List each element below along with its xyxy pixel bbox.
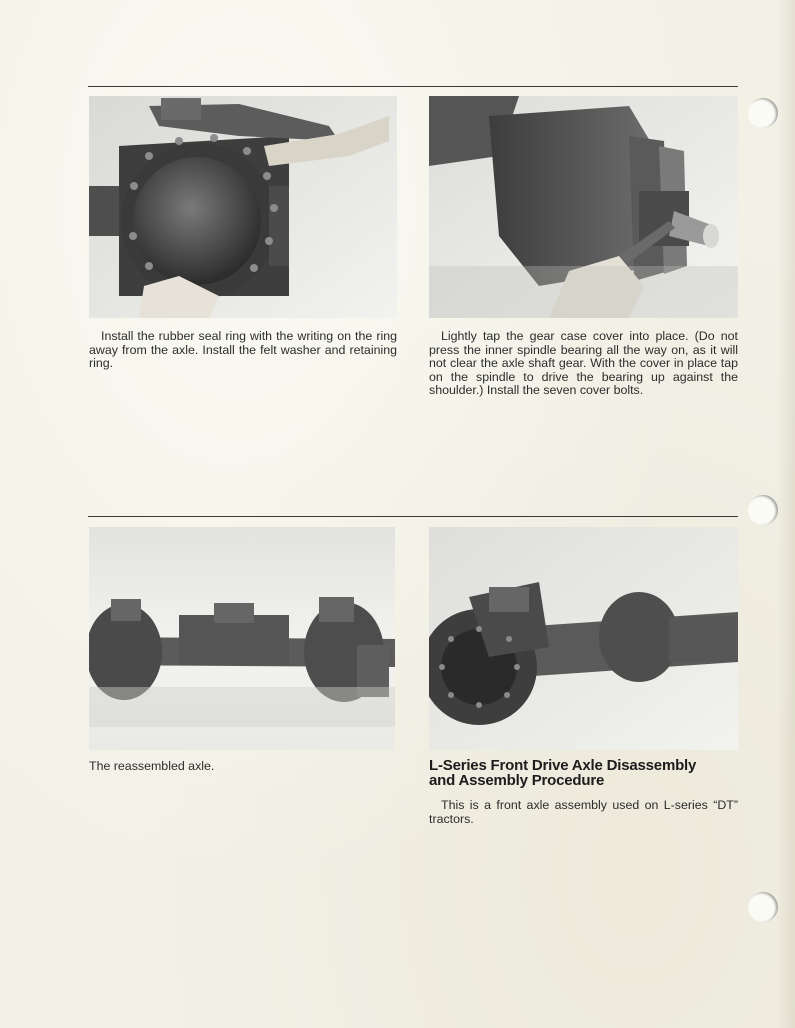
photo-seal-ring-install <box>89 96 397 318</box>
photo-reassembled-axle-image <box>89 527 395 750</box>
caption-seal-ring: Install the rubber seal ring with the writing on the ring away from the axle. Install the felt washer and retaining ring. <box>89 329 397 371</box>
photo-l-series-axle-image <box>429 527 738 750</box>
middle-rule <box>88 516 738 517</box>
page-edge-shadow <box>777 0 795 1028</box>
caption-gear-case-cover: Lightly tap the gear case cover into place. (Do not press the inner spindle bearing all the way on, as it will not clear the axle shaft gear. With the cover in place tap on the spindle to drive the bearing up against the shoulder.) Install the seven cover bolts. <box>429 329 738 398</box>
section-heading-line2: and Assembly Procedure <box>429 772 605 789</box>
photo-gear-case-cover <box>429 96 738 318</box>
section-body-text: This is a front axle assembly used on L-series “DT” tractors. <box>429 798 738 826</box>
punch-hole-top <box>748 98 778 128</box>
punch-hole-middle <box>748 495 778 525</box>
section-heading-line1: L-Series Front Drive Axle Disassembly <box>429 757 697 774</box>
caption-reassembled-axle: The reassembled axle. <box>89 759 215 773</box>
photo-seal-ring-image <box>89 96 397 318</box>
photo-l-series-front-axle <box>429 527 738 750</box>
photo-gear-case-image <box>429 96 738 318</box>
top-rule <box>88 86 738 87</box>
photo-reassembled-axle <box>89 527 395 750</box>
punch-hole-bottom <box>748 892 778 922</box>
